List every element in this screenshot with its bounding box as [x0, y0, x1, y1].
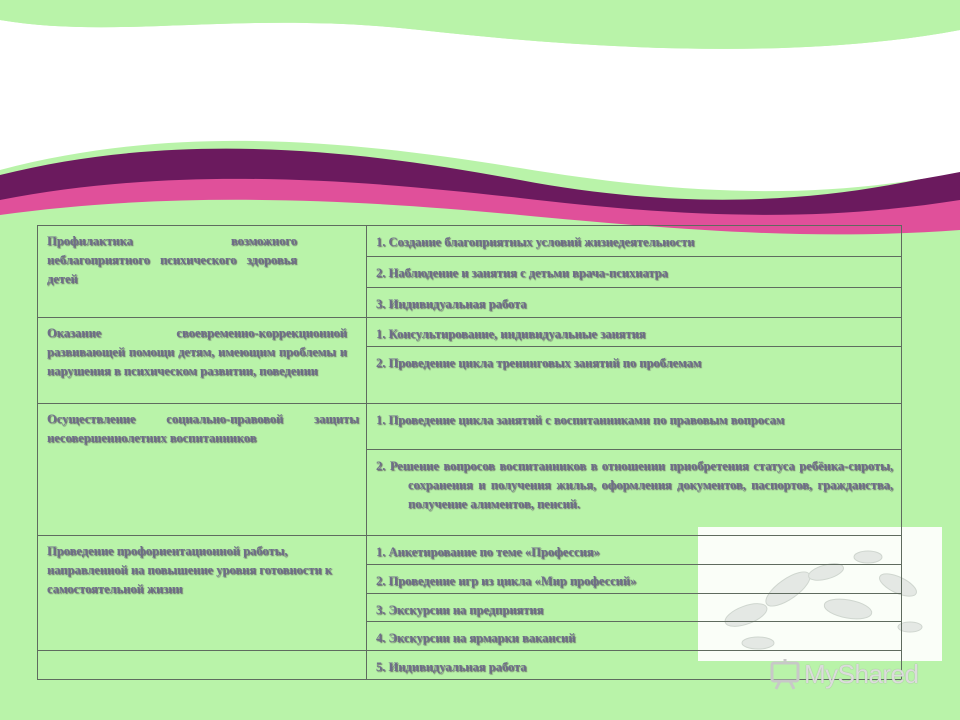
activity-cell	[367, 226, 902, 257]
area-text: Осуществление социально-правовой защиты несовершеннолетних воспитанников	[47, 412, 359, 445]
area-text: Проведение профориентационной работы, направленной на повышение уровня готовности к самостоятельной жизни	[47, 544, 332, 596]
activity-cell	[367, 257, 902, 287]
area-cell	[38, 318, 367, 404]
activity-cell	[367, 622, 902, 651]
area-cell	[38, 226, 367, 318]
table-row	[38, 318, 902, 347]
presentation-screen-icon	[768, 657, 802, 691]
activity-text: 2. Решение вопросов воспитанников в отношении приобретения статуса ребёнка-сироты, сохранения и получения жилья, оформления документов, паспортов, гражданства, получение алиментов, пенсий.	[376, 459, 893, 511]
activity-cell	[367, 287, 902, 317]
activity-text: 3. Индивидуальная работа	[376, 296, 527, 311]
area-cell	[38, 536, 367, 651]
activity-text: 5. Индивидуальная работа	[376, 660, 527, 674]
activity-cell	[367, 347, 902, 404]
activity-cell	[367, 536, 902, 565]
watermark-logo	[768, 657, 919, 691]
empty-area-cell	[38, 651, 367, 680]
logo-text: MyShared	[804, 658, 919, 689]
activity-text: 2. Наблюдение и занятия с детьми врача-психиатра	[376, 266, 668, 281]
activity-cell	[367, 565, 902, 594]
activity-cell	[367, 318, 902, 347]
activity-cell	[367, 450, 902, 536]
activity-text: 1. Анкетирование по теме «Профессия»	[376, 545, 600, 559]
area-cell	[38, 404, 367, 536]
activity-text: 2. Проведение игр из цикла «Мир профессий»	[376, 574, 637, 588]
activity-cell	[367, 594, 902, 622]
activity-text: 1. Проведение цикла занятий с воспитанниками по правовым вопросам	[376, 413, 785, 427]
activity-text: 1. Создание благоприятных условий жизнедеятельности	[376, 235, 695, 249]
activities-table	[37, 225, 902, 680]
header-waves	[0, 0, 960, 240]
activity-text: 3. Экскурсии на предприятия	[376, 603, 544, 617]
activity-text: 1. Консультирование, индивидуальные занятия	[376, 327, 646, 341]
table-row	[38, 404, 902, 450]
activity-text: 4. Экскурсии на ярмарки вакансий	[376, 631, 576, 645]
table-row	[38, 226, 902, 257]
area-text: Профилактика возможного неблагоприятного психического здоровья детей	[47, 234, 297, 286]
activity-cell	[367, 404, 902, 450]
activity-text: 2. Проведение цикла тренинговых занятий по проблемам	[376, 356, 702, 370]
table-row	[38, 536, 902, 565]
area-text: Оказание своевременно-коррекционной развивающей помощи детям, имеющим проблемы и нарушения в психическом развитии, поведении	[47, 326, 347, 378]
